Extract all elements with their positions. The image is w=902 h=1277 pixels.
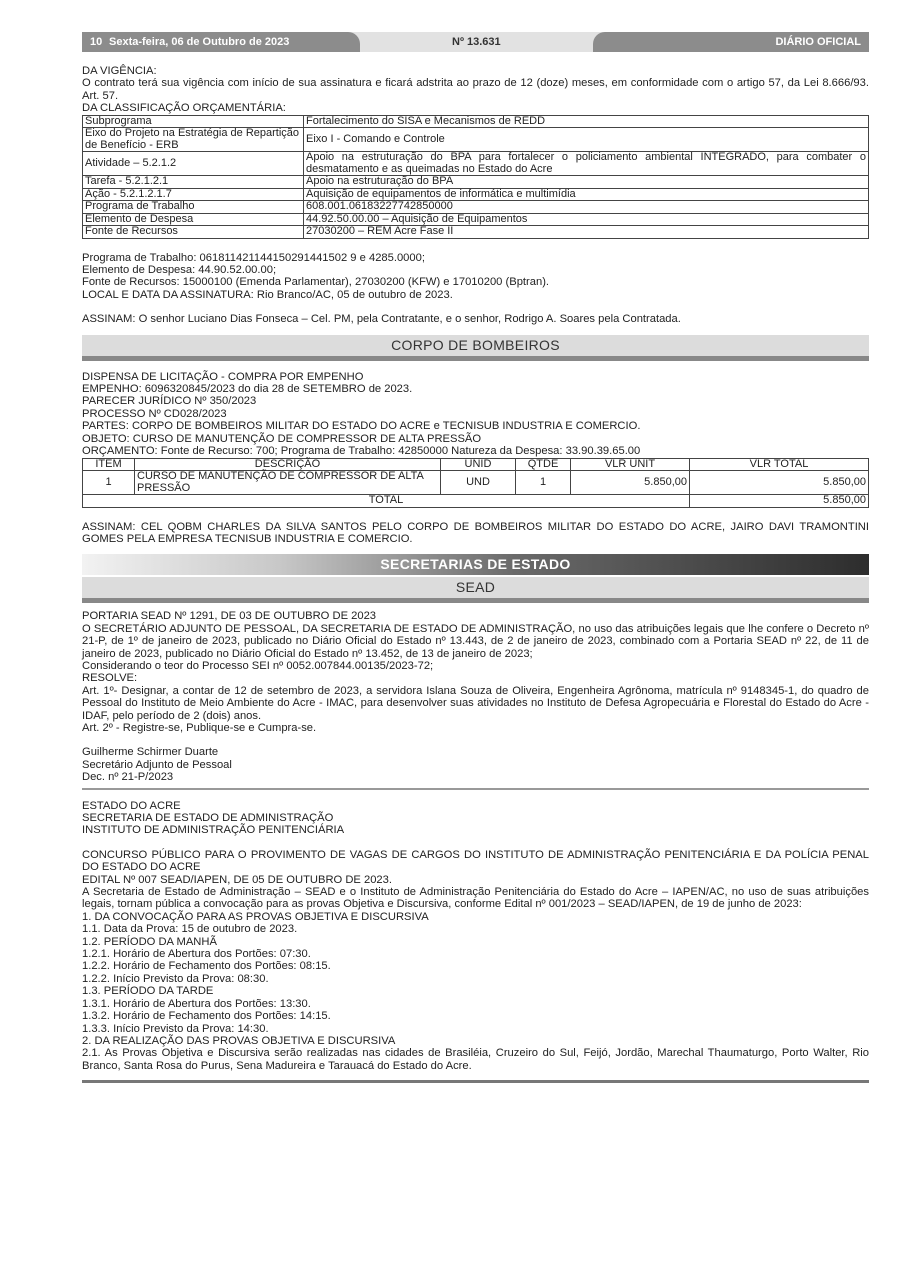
page-number: 10 <box>90 36 103 48</box>
row-value: 608.001.06183227742850000 <box>304 201 869 214</box>
bombeiros-table <box>82 458 869 508</box>
org-line: SECRETARIA DE ESTADO DE ADMINISTRAÇÃO <box>82 812 334 824</box>
cell-vlr-unit: 5.850,00 <box>571 471 690 495</box>
vigencia-text: O contrato terá sua vigência com início de sua assinatura e ficará adstrita ao prazo de 12 (doze) meses, em conformidade com o artigo 57, da Lei 8.666/93. Art. 57. <box>82 77 869 102</box>
portaria-art1: Art. 1º- Designar, a contar de 12 de setembro de 2023, a servidora Islana Souza de Oliveira, Engenheira Agrônoma, matrícula nº 9148345-1, do quadro de Pessoal do Instituto de Meio Ambiente do Acre - IMAC, para desenvolver suas atividades no Instituto de Defesa Agropecuária e Florestal do Estado do Acre - IDAF, pelo período de 2 (dois) anos. <box>82 684 869 722</box>
total-label: TOTAL <box>83 495 690 508</box>
table-row <box>83 128 869 152</box>
row-value: 44.92.50.00.00 – Aquisição de Equipamentos <box>304 213 869 226</box>
signer-role: Secretário Adjunto de Pessoal <box>82 758 232 771</box>
table-row <box>83 213 869 226</box>
row-value: Fortalecimento do SISA e Mecanismos de REDD <box>304 115 869 128</box>
portaria-title: PORTARIA SEAD Nº 1291, DE 03 DE OUTUBRO DE 2023 <box>82 610 377 623</box>
row-value: 27030200 – REM Acre Fase II <box>304 226 869 239</box>
table-row <box>83 471 869 495</box>
portaria-resolve: RESOLVE: <box>82 672 138 685</box>
page <box>82 32 869 1083</box>
col-header: UNID <box>441 458 516 471</box>
block1-line: LOCAL E DATA DA ASSINATURA: Rio Branco/AC, 05 de outubro de 2023. <box>82 288 453 301</box>
total-value: 5.850,00 <box>690 495 869 508</box>
vigencia-title: DA VIGÊNCIA: <box>82 65 157 77</box>
portaria-intro: O SECRETÁRIO ADJUNTO DE PESSOAL, DA SECRETARIA DE ESTADO DE ADMINISTRAÇÃO, no uso das atribuições legais que lhe confere o Decreto nº 21-P, de 1º de janeiro de 2023, publicado no Diário Oficial do Estado nº 13.443, de 2 de janeiro de 2023, combinado com a Portaria SEAD nº 22, de 11 de janeiro de 2023, publicado no Diário Oficial do Estado nº 13.452, de 13 de janeiro de 2023; <box>82 622 869 660</box>
concurso-item: 1.2.2. Horário de Fechamento dos Portões: 08:15. <box>82 960 331 973</box>
concurso-item: 1.3. PERÍODO DA TARDE <box>82 985 214 998</box>
row-label: Ação - 5.2.1.2.1.7 <box>83 188 304 201</box>
publication-title: DIÁRIO OFICIAL <box>775 36 861 48</box>
block1-line: Fonte de Recursos: 15000100 (Emenda Parlamentar), 27030200 (KFW) e 17010200 (Bptran). <box>82 276 550 289</box>
col-header: QTDE <box>516 458 571 471</box>
col-header: DESCRIÇÃO <box>135 458 441 471</box>
block1-line: Programa de Trabalho: 061811421144150291441502 9 e 4285.0000; <box>82 251 425 264</box>
section-corpo-de-bombeiros <box>82 335 869 361</box>
page-header <box>82 32 869 52</box>
concurso-edital: EDITAL Nº 007 SEAD/IAPEN, DE 05 DE OUTUBRO DE 2023. <box>82 873 392 886</box>
row-value: Eixo I - Comando e Controle <box>304 128 869 152</box>
cell-item: 1 <box>83 471 135 495</box>
concurso-item: 1.2.2. Início Previsto da Prova: 08:30. <box>82 972 269 985</box>
col-header: VLR UNIT <box>571 458 690 471</box>
row-value: Aquisição de equipamentos de informática e multimídia <box>304 188 869 201</box>
cell-unid: UND <box>441 471 516 495</box>
concurso-item: 1. DA CONVOCAÇÃO PARA AS PROVAS OBJETIVA E DISCURSIVA <box>82 910 429 923</box>
row-value: Apoio na estruturação do BPA para fortalecer o policiamento ambiental INTEGRADO, para combater o desmatamento e as queimadas no Estado do Acre <box>304 152 869 176</box>
classificacao-table <box>82 115 869 239</box>
issue-number: Nº 13.631 <box>452 36 501 48</box>
row-value: Apoio na estruturação do BPA <box>304 176 869 189</box>
concurso-item: 1.2.1. Horário de Abertura dos Portões: 07:30. <box>82 948 311 961</box>
concurso-item: 1.3.3. Início Previsto da Prova: 14:30. <box>82 1022 269 1035</box>
concurso-item: 1.2. PERÍODO DA MANHÃ <box>82 935 217 948</box>
row-label: Fonte de Recursos <box>83 226 304 239</box>
subsection-sead <box>82 577 869 603</box>
row-label: Elemento de Despesa <box>83 213 304 226</box>
row-label: Eixo do Projeto na Estratégia de Repartição de Benefício - ERB <box>83 128 304 152</box>
table-row <box>83 201 869 214</box>
cell-vlr-total: 5.850,00 <box>690 471 869 495</box>
table-total-row <box>83 495 869 508</box>
section-rule <box>82 356 869 361</box>
table-row <box>83 115 869 128</box>
bombeiros-line: PARECER JURÍDICO Nº 350/2023 <box>82 395 257 408</box>
signer-decree: Dec. nº 21-P/2023 <box>82 771 174 784</box>
section-rule <box>82 598 869 603</box>
subsection-title: SEAD <box>82 577 869 598</box>
bombeiros-line: PARTES: CORPO DE BOMBEIROS MILITAR DO ESTADO DO ACRE e TECNISUB INDUSTRIA E COMERCIO. <box>82 420 641 433</box>
block1-assinam: ASSINAM: O senhor Luciano Dias Fonseca – Cel. PM, pela Contratante, e o senhor, Rodrigo A. Soares pela Contratada. <box>82 313 681 326</box>
concurso-intro: A Secretaria de Estado de Administração – SEAD e o Instituto de Administração Penitenciária do Estado do Acre – IAPEN/AC, no uso de suas atribuições legais, tornam pública a convocação para as provas Objetiva e Discursiva, conforme Edital nº 001/2023 – SEAD/IAPEN, de 19 de junho de 2023: <box>82 886 869 911</box>
concurso-item: 1.1. Data da Prova: 15 de outubro de 2023. <box>82 923 298 936</box>
org-line: ESTADO DO ACRE <box>82 799 181 812</box>
section-title: CORPO DE BOMBEIROS <box>82 335 869 356</box>
classificacao-title: DA CLASSIFICAÇÃO ORÇAMENTÁRIA: <box>82 102 286 115</box>
cell-qtde: 1 <box>516 471 571 495</box>
block1-line: Elemento de Despesa: 44.90.52.00.00; <box>82 264 277 277</box>
org-line: INSTITUTO DE ADMINISTRAÇÃO PENITENCIÁRIA <box>82 824 345 837</box>
row-label: Tarefa - 5.2.1.2.1 <box>83 176 304 189</box>
bombeiros-line: OBJETO: CURSO DE MANUTENÇÃO DE COMPRESSOR DE ALTA PRESSÃO <box>82 432 482 445</box>
row-label: Programa de Trabalho <box>83 201 304 214</box>
signer-name: Guilherme Schirmer Duarte <box>82 746 219 759</box>
bombeiros-assinam: ASSINAM: CEL QOBM CHARLES DA SILVA SANTOS PELO CORPO DE BOMBEIROS MILITAR DO ESTADO DO ACRE, JAIRO DAVI TRAMONTINI GOMES PELA EMPRESA TECNISUB INDUSTRIA E COMERCIO. <box>82 520 869 545</box>
bottom-rule <box>82 1080 869 1083</box>
table-header-row <box>83 458 869 471</box>
concurso-item: 2. DA REALIZAÇÃO DAS PROVAS OBJETIVA E DISCURSIVA <box>82 1034 396 1047</box>
bombeiros-line: EMPENHO: 6096320845/2023 do dia 28 de SETEMBRO de 2023. <box>82 383 413 396</box>
table-row <box>83 188 869 201</box>
portaria-art2: Art. 2º - Registre-se, Publique-se e Cumpra-se. <box>82 721 317 734</box>
table-row <box>83 226 869 239</box>
section-title: SECRETARIAS DE ESTADO <box>380 556 571 573</box>
bombeiros-line: PROCESSO Nº CD028/2023 <box>82 407 227 420</box>
row-label: Atividade – 5.2.1.2 <box>83 152 304 176</box>
concurso-item-2-1: 2.1. As Provas Objetiva e Discursiva serão realizadas nas cidades de Brasiléia, Cruzeiro do Sul, Feijó, Jordão, Marechal Thaumaturgo, Porto Walter, Rio Branco, Santa Rosa do Purus, Sena Madureira e Tarauacá do Estado do Acre. <box>82 1047 869 1072</box>
row-label: Subprograma <box>83 115 304 128</box>
bombeiros-line: DISPENSA DE LICITAÇÃO - COMPRA POR EMPENHO <box>82 370 364 383</box>
table-row <box>83 152 869 176</box>
table-row <box>83 176 869 189</box>
bombeiros-line: ORÇAMENTO: Fonte de Recurso: 700; Programa de Trabalho: 42850000 Natureza da Despesa: 33.90.39.65.00 <box>82 445 641 458</box>
cell-descricao: CURSO DE MANUTENÇÃO DE COMPRESSOR DE ALTA PRESSÃO <box>135 471 441 495</box>
portaria-considerando: Considerando o teor do Processo SEI nº 0052.007844.00135/2023-72; <box>82 659 434 672</box>
section-secretarias-de-estado <box>82 554 869 575</box>
col-header: VLR TOTAL <box>690 458 869 471</box>
col-header: ITEM <box>83 458 135 471</box>
concurso-title: CONCURSO PÚBLICO PARA O PROVIMENTO DE VAGAS DE CARGOS DO INSTITUTO DE ADMINISTRAÇÃO PENITENCIÁRIA E DA POLÍCIA PENAL DO ESTADO DO ACRE <box>82 848 869 874</box>
concurso-item: 1.3.1. Horário de Abertura dos Portões: 13:30. <box>82 997 311 1010</box>
concurso-item: 1.3.2. Horário de Fechamento dos Portões: 14:15. <box>82 1010 331 1023</box>
header-date: Sexta-feira, 06 de Outubro de 2023 <box>109 36 290 48</box>
